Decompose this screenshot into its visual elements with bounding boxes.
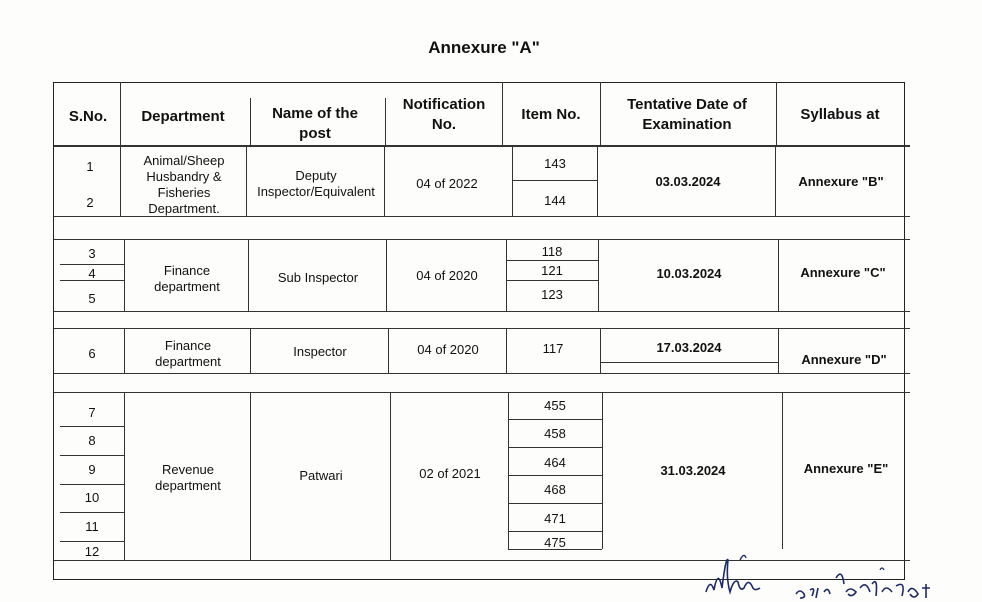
header-notification <box>388 95 500 135</box>
vrule-header-3 <box>385 98 386 146</box>
header-department: Department <box>141 108 225 125</box>
sno-6: 6 <box>88 346 96 361</box>
vrule-g2-2 <box>248 240 249 311</box>
sno-divider-g4-2 <box>60 455 124 456</box>
sno-11: 11 <box>85 519 99 534</box>
item-divider-g1 <box>512 180 598 181</box>
item-cell: 123 <box>541 287 563 302</box>
rule-group2-bottom <box>54 311 910 312</box>
department-line: Husbandry & <box>146 169 222 184</box>
item-divider-g4-5 <box>508 531 602 532</box>
notification-cell: 04 of 2020 <box>417 342 479 357</box>
department-line: Revenue <box>161 462 215 477</box>
rule-group3-bottom <box>54 373 910 374</box>
vrule-g4-1 <box>124 393 125 560</box>
header-date-line1: Tentative Date of <box>627 96 747 113</box>
header-post-line2: post <box>299 125 331 142</box>
sno-divider-g4-1 <box>60 426 124 427</box>
syllabus-cell: Annexure "E" <box>803 461 889 476</box>
exam-date-cell: 17.03.2024 <box>656 340 722 355</box>
item-cell: 458 <box>544 426 566 441</box>
syllabus-cell: Annexure "D" <box>801 352 887 367</box>
sno-2: 2 <box>86 195 94 210</box>
handwritten-signature <box>700 548 970 602</box>
exam-date-cell: 03.03.2024 <box>655 174 721 189</box>
vrule-header-5 <box>600 82 601 146</box>
item-divider-g4-1 <box>508 419 602 420</box>
header-notification-line1: Notification <box>402 96 486 113</box>
post-cell <box>248 168 384 200</box>
department-line: department <box>155 354 221 369</box>
post-cell: Patwari <box>299 468 343 483</box>
header-post-line1: Name of the <box>272 105 358 122</box>
item-cell: 144 <box>544 193 566 208</box>
header-sno: S.No. <box>68 108 108 125</box>
item-divider-g2-b <box>506 280 598 281</box>
vrule-header-6 <box>776 82 777 146</box>
post-cell: Inspector <box>293 344 347 359</box>
sno-5: 5 <box>88 291 96 306</box>
vrule-header-2 <box>250 98 251 146</box>
item-cell: 475 <box>544 535 566 550</box>
sno-divider-g4-4 <box>60 512 124 513</box>
header-date-line2: Examination <box>642 116 732 133</box>
item-cell: 121 <box>541 263 563 278</box>
item-cell: 117 <box>542 341 564 356</box>
item-divider-g2-a <box>506 260 598 261</box>
sno-3: 3 <box>88 246 96 261</box>
vrule-g4-6 <box>782 393 783 549</box>
department-line: department <box>154 279 220 294</box>
department-line: Fisheries <box>157 185 211 200</box>
vrule-g2-1 <box>124 240 125 311</box>
item-cell: 118 <box>541 244 563 259</box>
department-line: Animal/Sheep <box>143 153 225 168</box>
vrule-g4-2 <box>250 393 251 560</box>
header-syllabus: Syllabus at <box>800 106 880 123</box>
department-line: Finance <box>164 338 212 353</box>
vrule-g4-3 <box>390 393 391 560</box>
exam-date-cell: 10.03.2024 <box>656 266 722 281</box>
vrule-header-4 <box>502 82 503 146</box>
item-cell: 471 <box>544 511 566 526</box>
item-cell: 464 <box>544 455 566 470</box>
syllabus-cell: Annexure "B" <box>798 174 884 189</box>
vrule-g2-3 <box>386 240 387 311</box>
department-cell <box>126 263 248 295</box>
item-cell: 455 <box>544 398 566 413</box>
rule-group2-top <box>54 239 910 240</box>
date-divider-g3 <box>600 362 778 363</box>
post-cell: Sub Inspector <box>277 270 359 285</box>
vrule-g1-2 <box>246 146 247 216</box>
item-cell: 468 <box>544 482 566 497</box>
vrule-g4-5 <box>602 393 603 549</box>
rule-group3-top <box>54 328 910 329</box>
item-cell: 143 <box>544 156 566 171</box>
department-line: department <box>155 478 221 493</box>
page-title: Annexure "A" <box>428 38 540 57</box>
header-post <box>253 104 377 144</box>
vrule-g2-5 <box>598 240 599 311</box>
department-cell <box>126 338 250 370</box>
sno-9: 9 <box>88 462 96 477</box>
sno-1: 1 <box>86 159 94 174</box>
sno-8: 8 <box>88 433 96 448</box>
department-line: Department. <box>148 201 220 216</box>
vrule-g3-6 <box>778 329 779 373</box>
vrule-g3-3 <box>388 329 389 373</box>
item-divider-g4-4 <box>508 503 602 504</box>
post-line: Inspector/Equivalent <box>257 184 375 199</box>
item-divider-g4-2 <box>508 447 602 448</box>
sno-divider-g4-5 <box>60 541 124 542</box>
notification-cell: 02 of 2021 <box>419 466 481 481</box>
vrule-g3-1 <box>124 329 125 373</box>
vrule-g2-6 <box>778 240 779 311</box>
vrule-header-1 <box>120 82 121 146</box>
rule-header <box>54 145 910 147</box>
item-divider-g4-3 <box>508 475 602 476</box>
notification-cell: 04 of 2020 <box>416 268 478 283</box>
vrule-g1-3 <box>384 146 385 216</box>
department-line: Finance <box>163 263 211 278</box>
sno-12: 12 <box>84 544 100 559</box>
department-cell <box>126 462 250 494</box>
post-line: Deputy <box>295 168 337 183</box>
vrule-g1-1 <box>120 146 121 216</box>
sno-4: 4 <box>88 266 96 281</box>
department-cell <box>124 153 244 217</box>
notification-cell: 04 of 2022 <box>416 176 478 191</box>
syllabus-cell: Annexure "C" <box>800 265 886 280</box>
vrule-g3-2 <box>250 329 251 373</box>
header-notification-line2: No. <box>431 116 457 133</box>
sno-divider-g4-3 <box>60 484 124 485</box>
header-item: Item No. <box>521 106 581 123</box>
sno-7: 7 <box>88 405 96 420</box>
header-date <box>604 95 770 135</box>
exam-date-cell: 31.03.2024 <box>660 463 726 478</box>
sno-10: 10 <box>84 490 100 505</box>
sno-divider-g2-a <box>60 264 124 265</box>
